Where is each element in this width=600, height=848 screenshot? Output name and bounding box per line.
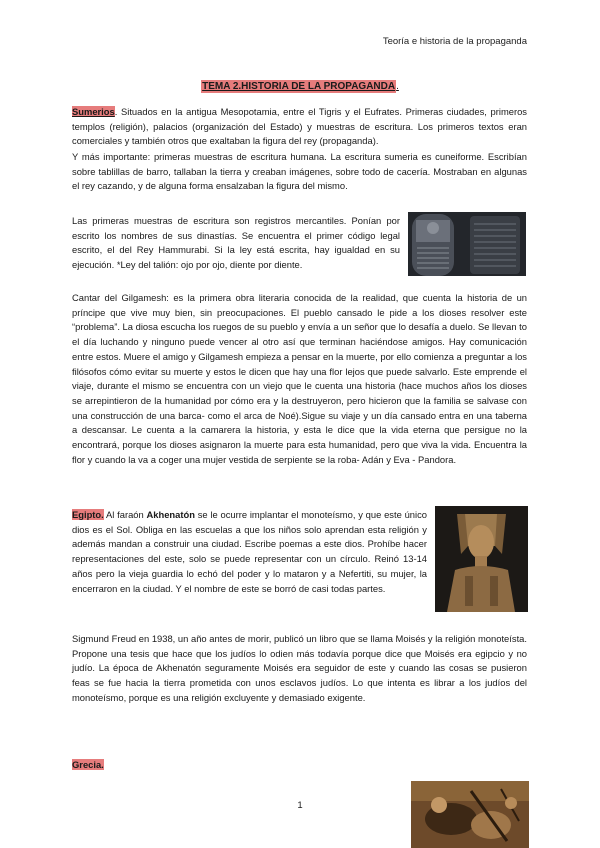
title-block: TEMA 2.HISTORIA DE LA PROPAGANDA.	[202, 81, 399, 92]
sumerios-label: Sumerios	[72, 106, 115, 117]
page-number: 1	[297, 800, 303, 811]
sumerios-paragraph-3: Las primeras muestras de escritura son registros mercantiles. Ponían por escrito los nombres de sus dinastías. Se encuentra el primer código legal escrito, el del Rey Hammurabi. Si la ley está escrita, hay igualdad en su ejecución. *Ley del talión: ojo por ojo, diente por diente.	[72, 215, 400, 271]
akhenaten-statue-image	[435, 506, 528, 612]
document-title: TEMA 2.HISTORIA DE LA PROPAGANDA	[202, 81, 396, 92]
freud-paragraph: Sigmund Freud en 1938, un año antes de morir, publicó un libro que se llama Moisés y la religión monoteísta. Propone una tesis que hace que los judíos lo odien más todavía porque dice que Moisés era egipcio y no judío. La época de Akhenatón seguramente Moisés era seguidor de este y cuando las cosas se pusieron feas se fue hacia la tierra prometida con unos esclavos judíos. Lo que intenta es librar a los judíos del monoteísmo, porque es una religión excluyente y demasiado exigente.	[72, 633, 527, 703]
alexander-mosaic-image	[411, 781, 529, 848]
akhenaton-name: Akhenatón	[146, 509, 195, 520]
hammurabi-code-image	[408, 212, 526, 276]
gilgamesh-paragraph: Cantar del Gilgamesh: es la primera obra literaria conocida de la realidad, que cuenta la historia de un príncipe que vive muy bien, sin preocupaciones. El pueblo cansado le pide a los dioses resolver este “problema”. La diosa escucha los ruegos de su pueblo y envía a un señor que lo desafía a duelo. Se llevan to el día luchando y ninguno puede vencer al otro así que terminan haciéndose amigos. Hay comunicación entre estos. Muere el amigo y Gilgamesh empieza a pensar en la muerte, por ello comienza a preguntar a los filósofos cómo evitar su muerte y estos le dicen que hay una flor lejos que puede salvarlo. Este emprende el viaje, durante el mismo se encuentra con un viejo que le cuenta una historia (hace muchos años los dioses se arrepintieron de la humanidad por cómo era y la destruyeron, pero hicieron que la familia se salvase con una construcción de una barca- como el arca de Noé).Sigue su viaje y un día cansado entra en una taberna a descansar. Le cuenta a la camarera la historia, y esta le dice que la vida eterna que persigue no la encontrará, porque los dioses asignaron la muerte para esta humanidad, pero que viva la vida. Encuentra la flor y cuando la va a coger una mujer vestida de serpiente se la roba- Adán y Eva - Pandora.	[72, 292, 527, 465]
egipto-label: Egipto.	[72, 509, 104, 520]
running-header: Teoría e historia de la propaganda	[382, 36, 527, 47]
grecia-label: Grecia.	[72, 759, 104, 770]
egipto-text-2: se le ocurre implantar el monoteísmo, y que este único dios es el Sol. Obliga en las escuelas a que los niños solo aprendan esta religión y además mandan a construir una ciudad. Escribe poemas a este dios. Prohíbe hacer representaciones del este, solo se puede representar con un círculo. Reinó 13-14 años pero la vieja guardia lo echó del poder y lo mataron y a Nefertiti, su mujer, la encerraron en la ciudad. Y el nombre de este se borró de casi todas partes.	[72, 509, 427, 594]
egipto-paragraph	[72, 508, 427, 596]
egipto-text-1: Al faraón	[103, 509, 147, 520]
sumerios-paragraph-2: Y más importante: primeras muestras de escritura humana. La escritura sumeria es cuneiforme. Escribían sobre tablillas de barro, tallaban la tierra y creaban imágenes, sobre todo de cacería. Mostraban en algunas el rey cazando, y de alguna forma ensalzaban la figura del mismo.	[72, 151, 527, 192]
grecia-heading-line	[72, 758, 104, 773]
sumerios-paragraph-1	[72, 105, 527, 149]
sumerios-intro-text: . Situados en la antigua Mesopotamia, entre el Tigris y el Eufrates. Primeras ciudades, primeros templos (religión), palacios (organización del Estado) y muestras de escritura. Los primeros textos eran comerciales y también otros que exaltaban la figura del rey (propaganda).	[72, 106, 527, 147]
